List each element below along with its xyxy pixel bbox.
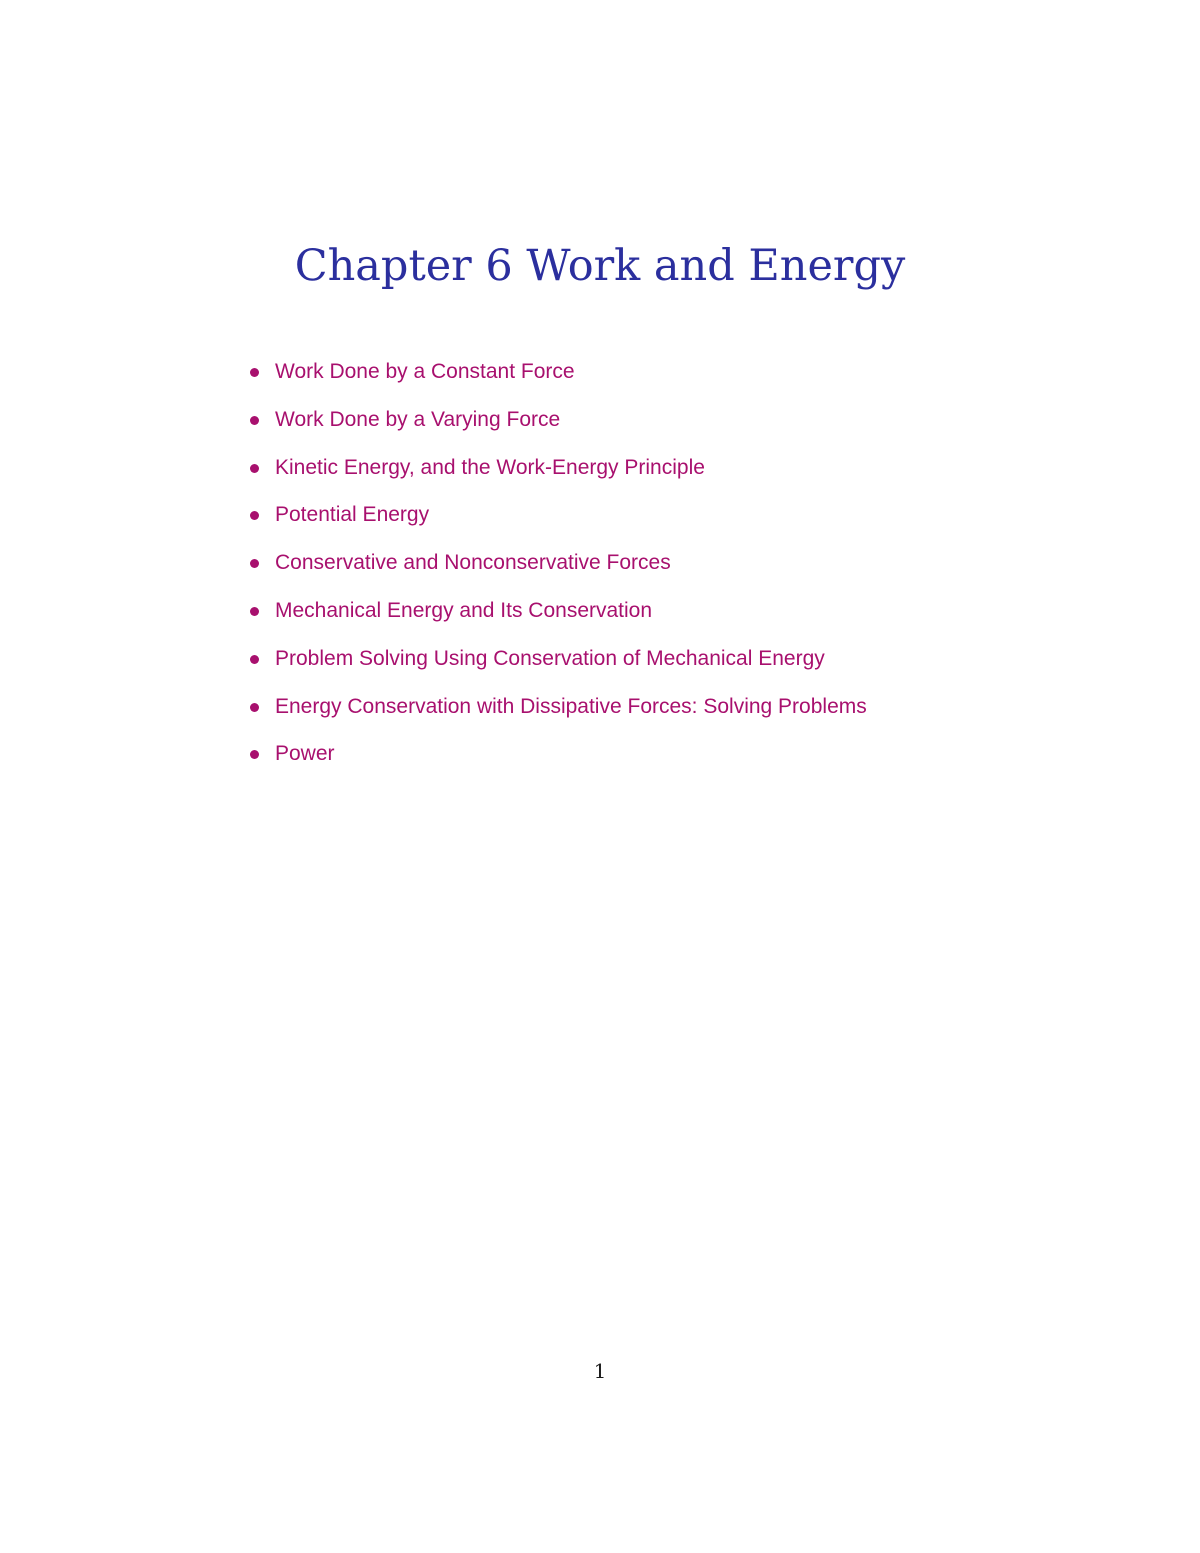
bullet-icon [250, 607, 259, 616]
bullet-icon [250, 368, 259, 377]
topic-label: Power [275, 742, 335, 766]
bullet-icon [250, 416, 259, 425]
bullet-icon [250, 750, 259, 759]
bullet-icon [250, 703, 259, 712]
bullet-icon [250, 464, 259, 473]
topic-list [250, 354, 867, 784]
list-item [250, 545, 867, 593]
bullet-icon [250, 655, 259, 664]
list-item [250, 593, 867, 641]
topic-label: Potential Energy [275, 503, 430, 527]
list-item [250, 450, 867, 498]
list-item [250, 689, 867, 737]
list-item [250, 641, 867, 689]
chapter-title: Chapter 6 Work and Energy [294, 241, 906, 291]
page-number: 1 [593, 1359, 607, 1383]
list-item [250, 497, 867, 545]
list-item [250, 402, 867, 450]
topic-label: Kinetic Energy, and the Work-Energy Principle [275, 455, 705, 479]
topic-label: Conservative and Nonconservative Forces [275, 551, 671, 575]
list-item [250, 354, 867, 402]
list-item [250, 736, 867, 784]
bullet-icon [250, 559, 259, 568]
topic-label: Problem Solving Using Conservation of Mechanical Energy [275, 646, 825, 670]
topic-label: Work Done by a Varying Force [275, 407, 561, 431]
topic-label: Work Done by a Constant Force [275, 360, 575, 383]
bullet-icon [250, 511, 259, 520]
topic-label: Energy Conservation with Dissipative Forces: Solving Problems [275, 694, 867, 718]
topic-label: Mechanical Energy and Its Conservation [275, 598, 653, 622]
